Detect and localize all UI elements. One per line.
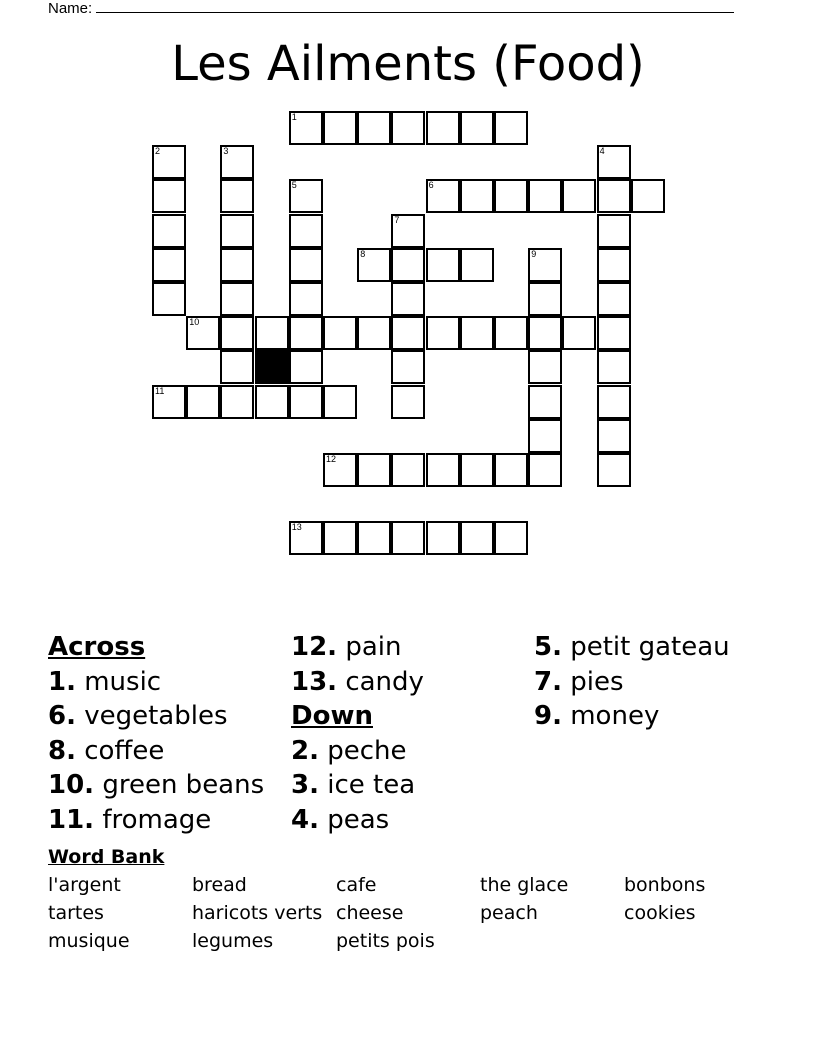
clue-item bbox=[291, 768, 424, 803]
crossword-cell[interactable] bbox=[426, 316, 460, 350]
clue-item bbox=[534, 630, 730, 665]
crossword-cell[interactable] bbox=[186, 385, 220, 419]
clue-item bbox=[291, 803, 424, 838]
word-bank-item: cafe bbox=[336, 874, 377, 896]
crossword-cell[interactable] bbox=[391, 385, 425, 419]
crossword-cell[interactable] bbox=[152, 145, 186, 179]
clue-item bbox=[291, 665, 424, 700]
crossword-cell[interactable] bbox=[631, 179, 665, 213]
crossword-cell[interactable] bbox=[357, 316, 391, 350]
crossword-cell[interactable] bbox=[152, 214, 186, 248]
crossword-cell[interactable] bbox=[289, 316, 323, 350]
crossword-cell[interactable] bbox=[597, 145, 631, 179]
clue-item bbox=[291, 734, 424, 769]
clue-number: 1 bbox=[291, 112, 297, 122]
crossword-cell[interactable] bbox=[597, 248, 631, 282]
word-bank-item: musique bbox=[48, 930, 130, 952]
clue-text: music bbox=[84, 666, 162, 697]
crossword-cell[interactable] bbox=[391, 453, 425, 487]
clue-item bbox=[534, 699, 730, 734]
crossword-cell[interactable] bbox=[528, 453, 562, 487]
crossword-cell[interactable] bbox=[220, 316, 254, 350]
crossword-cell[interactable] bbox=[562, 179, 596, 213]
clue-number: 7. bbox=[534, 666, 562, 697]
crossword-cell[interactable] bbox=[323, 521, 357, 555]
crossword-cell[interactable] bbox=[289, 214, 323, 248]
clue-text: vegetables bbox=[84, 701, 228, 732]
crossword-cell[interactable] bbox=[528, 419, 562, 453]
crossword-cell[interactable] bbox=[220, 248, 254, 282]
clue-item bbox=[291, 630, 424, 665]
crossword-cell[interactable] bbox=[289, 385, 323, 419]
crossword-cell[interactable] bbox=[562, 316, 596, 350]
crossword-cell[interactable] bbox=[357, 111, 391, 145]
clue-number: 2 bbox=[155, 146, 161, 157]
clue-item bbox=[48, 665, 264, 700]
crossword-cell[interactable] bbox=[391, 111, 425, 145]
name-label: Name: bbox=[48, 0, 93, 17]
crossword-cell[interactable] bbox=[289, 179, 323, 213]
crossword-cell[interactable] bbox=[597, 214, 631, 248]
clue-number: 10. bbox=[48, 770, 95, 801]
crossword-cell[interactable] bbox=[289, 350, 323, 384]
word-bank-item: legumes bbox=[192, 930, 274, 952]
clue-text: coffee bbox=[84, 735, 165, 766]
clue-text: candy bbox=[345, 666, 424, 697]
clue-number: 5. bbox=[534, 632, 562, 662]
clue-number: 5 bbox=[291, 180, 297, 191]
word-bank-item: petits pois bbox=[336, 930, 435, 952]
crossword-cell[interactable] bbox=[494, 316, 528, 350]
crossword-cell[interactable] bbox=[220, 385, 254, 419]
across-heading: Across bbox=[48, 632, 146, 662]
crossword-cell[interactable] bbox=[220, 282, 254, 316]
crossword-cell[interactable] bbox=[289, 521, 323, 555]
crossword-cell[interactable] bbox=[289, 111, 323, 145]
crossword-cell[interactable] bbox=[460, 179, 494, 213]
crossword-cell[interactable] bbox=[152, 282, 186, 316]
crossword-cell[interactable] bbox=[460, 521, 494, 555]
crossword-cell[interactable] bbox=[426, 453, 460, 487]
crossword-cell[interactable] bbox=[597, 419, 631, 453]
word-bank-item: cookies bbox=[624, 902, 696, 924]
clue-text: petit gateau bbox=[570, 632, 730, 662]
crossword-cell[interactable] bbox=[494, 521, 528, 555]
word-bank-item: bread bbox=[192, 874, 247, 896]
crossword-cell[interactable] bbox=[391, 214, 425, 248]
crossword-cell[interactable] bbox=[391, 350, 425, 384]
crossword-cell[interactable] bbox=[323, 453, 357, 487]
crossword-cell[interactable] bbox=[426, 248, 460, 282]
clue-number: 2. bbox=[291, 735, 319, 766]
crossword-cell[interactable] bbox=[528, 282, 562, 316]
clue-number: 3 bbox=[223, 146, 229, 157]
clue-number: 13. bbox=[291, 666, 338, 697]
crossword-cell[interactable] bbox=[152, 248, 186, 282]
clue-number: 11 bbox=[155, 385, 165, 396]
clue-number: 12. bbox=[291, 632, 338, 662]
crossword-black-cell bbox=[255, 350, 289, 384]
clue-number: 8. bbox=[48, 735, 76, 766]
clue-number: 6 bbox=[428, 180, 434, 191]
crossword-cell[interactable] bbox=[391, 521, 425, 555]
word-bank-item: tartes bbox=[48, 902, 104, 924]
crossword-cell[interactable] bbox=[323, 385, 357, 419]
crossword-cell[interactable] bbox=[255, 385, 289, 419]
crossword-cell[interactable] bbox=[597, 385, 631, 419]
clue-text: peche bbox=[327, 735, 407, 766]
crossword-cell[interactable] bbox=[460, 248, 494, 282]
crossword-cell[interactable] bbox=[391, 282, 425, 316]
clue-item bbox=[48, 734, 264, 769]
crossword-cell[interactable] bbox=[220, 350, 254, 384]
crossword-cell[interactable] bbox=[323, 316, 357, 350]
crossword-cell[interactable] bbox=[357, 521, 391, 555]
clue-number: 4. bbox=[291, 804, 319, 835]
page-title: Les Ailments (Food) bbox=[171, 36, 645, 92]
clue-number: 7 bbox=[394, 214, 400, 225]
word-bank-item: l'argent bbox=[48, 874, 121, 896]
word-bank-title: Word Bank bbox=[48, 846, 165, 868]
clue-number: 13 bbox=[291, 522, 302, 533]
clue-text: fromage bbox=[102, 804, 212, 835]
crossword-cell[interactable] bbox=[528, 350, 562, 384]
clue-number: 1. bbox=[48, 666, 76, 697]
clue-text: money bbox=[570, 701, 660, 732]
clue-text: pain bbox=[345, 632, 402, 662]
clue-item bbox=[48, 768, 264, 803]
crossword-cell[interactable] bbox=[426, 521, 460, 555]
crossword-cell[interactable] bbox=[391, 248, 425, 282]
crossword-cell[interactable] bbox=[460, 316, 494, 350]
word-bank-item: peach bbox=[480, 902, 538, 924]
crossword-cell[interactable] bbox=[289, 282, 323, 316]
word-bank-item: the glace bbox=[480, 874, 569, 896]
clue-text: ice tea bbox=[327, 770, 416, 801]
crossword-cell[interactable] bbox=[597, 316, 631, 350]
clues-column-2 bbox=[291, 630, 424, 838]
word-bank-item: haricots verts bbox=[192, 902, 323, 924]
crossword-cell[interactable] bbox=[426, 111, 460, 145]
crossword-cell[interactable] bbox=[494, 111, 528, 145]
clue-item bbox=[534, 665, 730, 700]
word-bank-item: cheese bbox=[336, 902, 404, 924]
down-heading: Down bbox=[291, 701, 373, 732]
clue-number: 10 bbox=[189, 317, 200, 328]
crossword-cell[interactable] bbox=[528, 316, 562, 350]
clue-number: 12 bbox=[326, 454, 337, 464]
clue-number: 8 bbox=[360, 248, 366, 259]
crossword-cell[interactable] bbox=[186, 316, 220, 350]
crossword-cell[interactable] bbox=[597, 453, 631, 487]
clue-number: 11. bbox=[48, 804, 95, 835]
crossword-cell[interactable] bbox=[528, 248, 562, 282]
clue-text: peas bbox=[327, 804, 390, 835]
clue-number: 3. bbox=[291, 770, 319, 801]
crossword-cell[interactable] bbox=[255, 316, 289, 350]
crossword-cell[interactable] bbox=[528, 179, 562, 213]
crossword-cell[interactable] bbox=[220, 179, 254, 213]
clues-column-3 bbox=[534, 630, 730, 734]
clue-item bbox=[48, 803, 264, 838]
crossword-cell[interactable] bbox=[220, 145, 254, 179]
crossword-cell[interactable] bbox=[289, 248, 323, 282]
crossword-cell[interactable] bbox=[597, 179, 631, 213]
crossword-cell[interactable] bbox=[494, 453, 528, 487]
clues-column-1 bbox=[48, 630, 264, 838]
crossword-cell[interactable] bbox=[597, 350, 631, 384]
clue-text: green beans bbox=[102, 770, 265, 801]
clue-text: pies bbox=[570, 666, 624, 697]
word-bank-item: bonbons bbox=[624, 874, 706, 896]
crossword-cell[interactable] bbox=[494, 179, 528, 213]
clue-number: 9 bbox=[531, 248, 537, 259]
clue-number: 6. bbox=[48, 701, 76, 732]
crossword-cell[interactable] bbox=[528, 385, 562, 419]
crossword-cell[interactable] bbox=[597, 282, 631, 316]
crossword-cell[interactable] bbox=[426, 179, 460, 213]
clue-item bbox=[48, 699, 264, 734]
crossword-cell[interactable] bbox=[152, 385, 186, 419]
crossword-cell[interactable] bbox=[460, 111, 494, 145]
crossword-cell[interactable] bbox=[220, 214, 254, 248]
clue-number: 9. bbox=[534, 701, 562, 732]
crossword-cell[interactable] bbox=[152, 179, 186, 213]
crossword-cell[interactable] bbox=[460, 453, 494, 487]
crossword-cell[interactable] bbox=[323, 111, 357, 145]
crossword-cell[interactable] bbox=[357, 453, 391, 487]
clue-number: 4 bbox=[599, 146, 605, 157]
crossword-cell[interactable] bbox=[391, 316, 425, 350]
crossword-cell[interactable] bbox=[357, 248, 391, 282]
